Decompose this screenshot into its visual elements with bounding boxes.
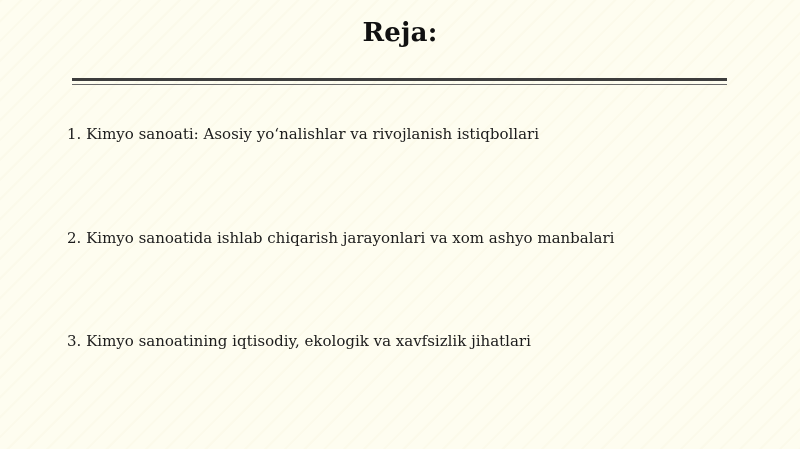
slide-title: Reja:: [362, 18, 438, 48]
plan-item-1: 1. Kimyo sanoati: Asosiy yo‘nalishlar va rivojlanish istiqbollari: [67, 125, 540, 143]
title-divider-thin: [72, 84, 727, 85]
plan-item-2: 2. Kimyo sanoatida ishlab chiqarish jarayonlari va xom ashyo manbalari: [67, 229, 615, 247]
plan-item-3: 3. Kimyo sanoatining iqtisodiy, ekologik va xavfsizlik jihatlari: [67, 332, 531, 350]
title-divider-thick: [72, 78, 727, 81]
